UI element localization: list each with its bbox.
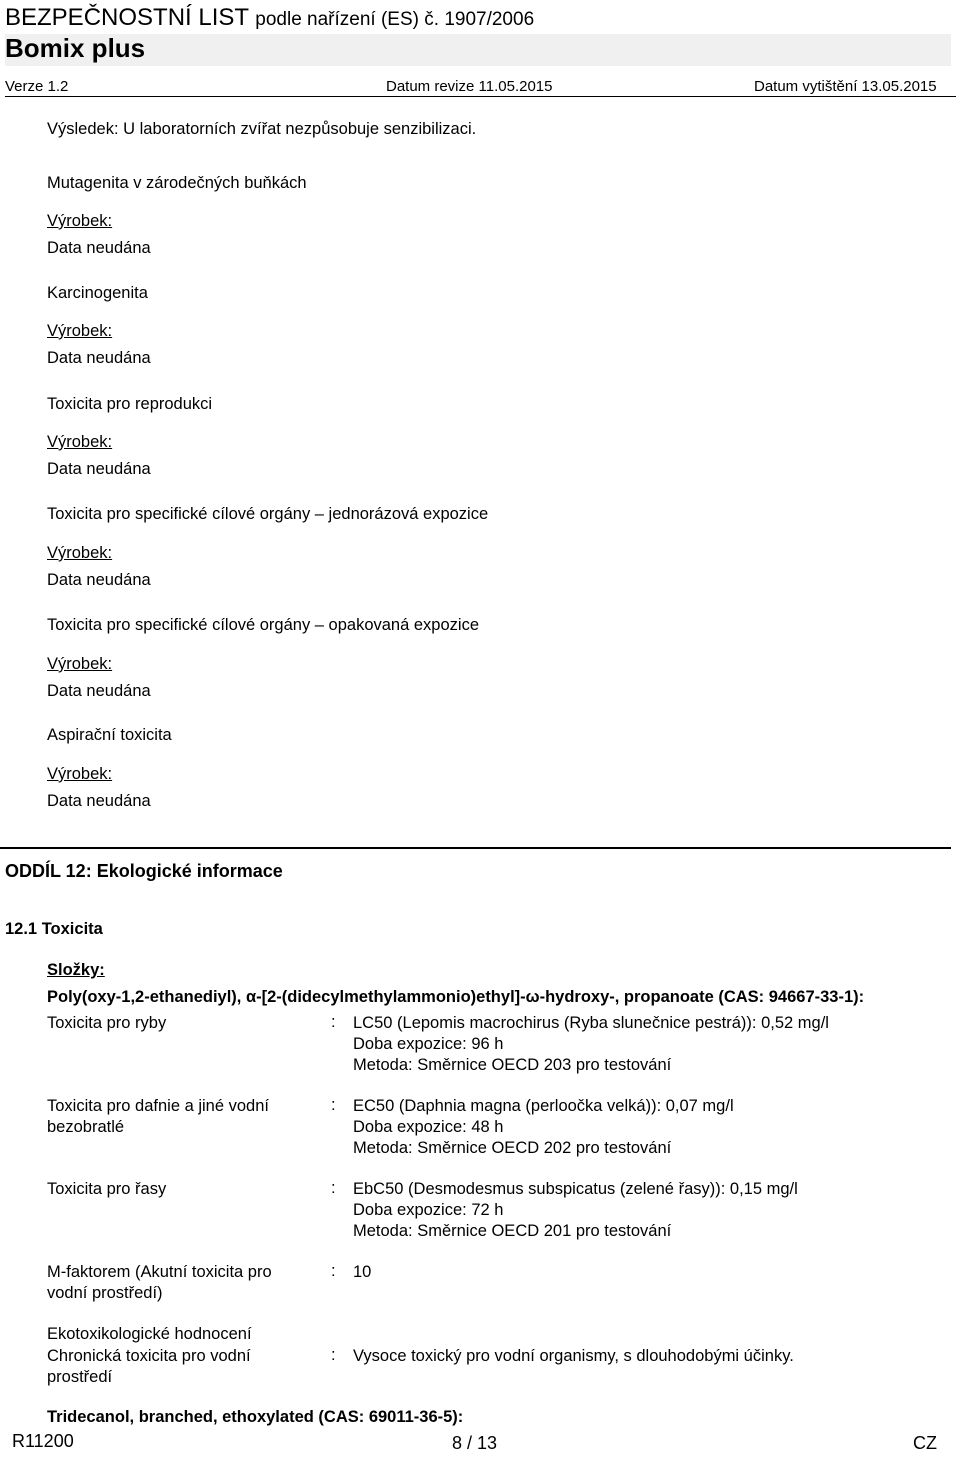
block-title: Toxicita pro specifické cílové orgány – jednorázová expozice (47, 505, 489, 523)
header-divider (5, 96, 956, 97)
component-name: Poly(oxy-1,2-ethanediyl), α-[2-(didecylmethylammonio)ethyl]-ω-hydroxy-, propanoate (CAS: 94667-33-1): (47, 988, 865, 1006)
tox-value-line: EbC50 (Desmodesmus subspicatus (zelené řasy)): 0,15 mg/l (353, 1180, 798, 1198)
block-value: Data neudána (47, 239, 151, 257)
print-date: Datum vytištění 13.05.2015 (754, 78, 937, 95)
version: Verze 1.2 (5, 78, 69, 95)
tox-value-line: Metoda: Směrnice OECD 203 pro testování (353, 1056, 672, 1074)
revision-date: Datum revize 11.05.2015 (386, 78, 553, 95)
components-label: Složky: (47, 961, 105, 979)
page-number: 8 / 13 (452, 1433, 498, 1453)
block-title: Toxicita pro specifické cílové orgány – opakovaná expozice (47, 616, 479, 634)
tox-value-line: EC50 (Daphnia magna (perloočka velká)): 0,07 mg/l (353, 1097, 734, 1115)
block-title: Aspirační toxicita (47, 726, 172, 744)
colon: : (331, 1013, 336, 1031)
document-title (5, 4, 534, 32)
tox-value-line: LC50 (Lepomis macrochirus (Ryba slunečnice pestrá)): 0,52 mg/l (353, 1014, 829, 1032)
tox-value (353, 1262, 371, 1283)
product-label: Výrobek: (47, 544, 113, 562)
tox-label: M-faktorem (Akutní toxicita pro vodní prostředí) (47, 1263, 272, 1302)
colon: : (331, 1262, 336, 1280)
tox-value: Vysoce toxický pro vodní organismy, s dlouhodobými účinky. (353, 1347, 794, 1365)
colon: : (331, 1096, 336, 1114)
block-title: Mutagenita v zárodečných buňkách (47, 174, 307, 192)
country-code: CZ (913, 1433, 937, 1453)
block-title: Toxicita pro reprodukci (47, 395, 213, 413)
tox-label: Toxicita pro dafnie a jiné vodní bezobratlé (47, 1097, 269, 1136)
colon: : (331, 1346, 336, 1364)
colon: : (331, 1179, 336, 1197)
product-name-bar (5, 34, 951, 66)
product-label: Výrobek: (47, 655, 113, 673)
product-name: Bomix plus (5, 33, 146, 63)
tox-label: Chronická toxicita pro vodní prostředí (47, 1347, 251, 1386)
eco-heading: Ekotoxikologické hodnocení (47, 1325, 252, 1343)
product-label: Výrobek: (47, 433, 113, 451)
block-value: Data neudána (47, 349, 151, 367)
product-label: Výrobek: (47, 322, 113, 340)
tox-value-line: Metoda: Směrnice OECD 202 pro testování (353, 1139, 672, 1157)
tox-value-line: Metoda: Směrnice OECD 201 pro testování (353, 1222, 672, 1240)
tox-value (353, 1179, 798, 1242)
product-label: Výrobek: (47, 212, 113, 230)
product-label: Výrobek: (47, 765, 113, 783)
component-name: Tridecanol, branched, ethoxylated (CAS: 69011-36-5): (47, 1408, 464, 1426)
sensitization-result: Výsledek: U laboratorních zvířat nezpůsobuje senzibilizaci. (47, 120, 477, 138)
section-title: ODDÍL 12: Ekologické informace (5, 861, 283, 881)
block-value: Data neudána (47, 792, 151, 810)
tox-value (353, 1096, 734, 1159)
tox-label: Toxicita pro ryby (47, 1014, 167, 1032)
footer-code: R11200 (12, 1431, 74, 1451)
subsection-title: 12.1 Toxicita (5, 920, 103, 938)
section-divider (0, 847, 951, 849)
regulation-reference: podle nařízení (ES) č. 1907/2006 (255, 9, 535, 30)
tox-value-line: Doba expozice: 96 h (353, 1035, 504, 1053)
block-value: Data neudána (47, 682, 151, 700)
block-title: Karcinogenita (47, 284, 148, 302)
block-value: Data neudána (47, 460, 151, 478)
block-value: Data neudána (47, 571, 151, 589)
tox-value-line: Doba expozice: 72 h (353, 1201, 504, 1219)
tox-value-line: Doba expozice: 48 h (353, 1118, 504, 1136)
tox-label: Toxicita pro řasy (47, 1180, 167, 1198)
document-title-main: BEZPEČNOSTNÍ LIST (5, 4, 249, 31)
tox-value-line: 10 (353, 1263, 372, 1281)
tox-value (353, 1013, 829, 1076)
